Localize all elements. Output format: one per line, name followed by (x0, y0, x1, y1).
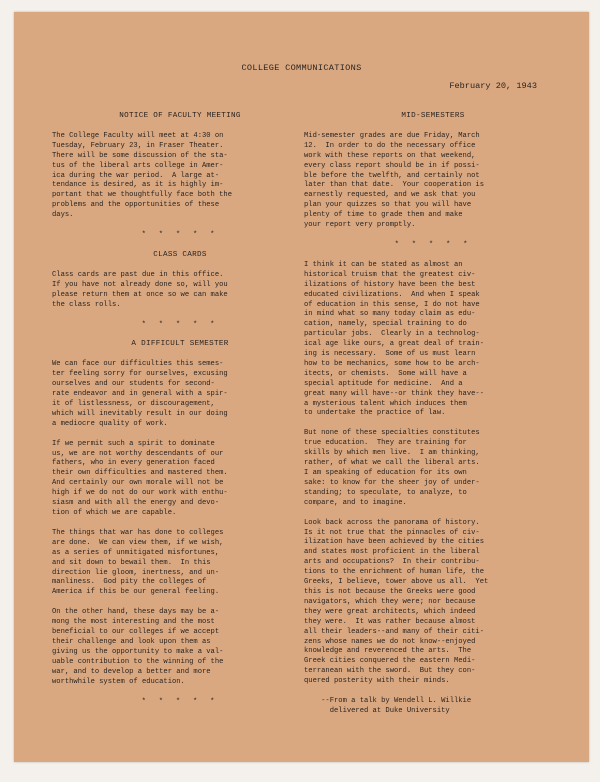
faculty-meeting-text: The College Faculty will meet at 4:30 on Tuesday, February 23, in Fraser Theater. There will be some discussion of the sta- tus of the liberal arts college in Amer- ica during the war period. A large at- tendance is desired, as it is highly im- portant that we thoughtfully face both the problems and the opportunities of these days. (52, 131, 232, 220)
masthead-title: COLLEGE COMMUNICATIONS (241, 63, 362, 73)
difficult-semester-paragraph: We can face our difficulties this semes- ter feeling sorry for ourselves, excusing ourselves and our students for second- rate endeavor and in general with a spir- it of listlessness, or discouragement, which will inevitably result in our doing a mediocre quality of work. (52, 360, 228, 428)
difficult-semester-paragraph: The things that war has done to colleges are done. We can view them, if we wish, as a series of unmitigated misfortunes, and sit down to bewail them. In this direction lie gloom, inertness, and un- manliness. God pity the colleges of America if this be our general feeling. (52, 528, 224, 597)
difficult-semester-paragraph: On the other hand, these days may be a- mong the most interesting and the most beneficial to our colleges if we accept their challenge and look upon them as giving us the opportunity to make a val- uable contribution to the winning of the war, and to develop a better and more worthwhile system of education. (52, 608, 224, 686)
separator-stars: * * * * * (141, 231, 219, 240)
mid-semesters-text: Mid-semester grades are due Friday, March 12. In order to do the necessary office work with these reports on that weekend, every class report should be in if possi- ble before the twelfth, and certainly not later than that date. Your cooperation is earnestly requested, and we ask that you plan your quizzes so that you will have plenty of time to grade them and make your report very promptly. (304, 131, 484, 230)
separator-stars: * * * * * (141, 320, 219, 329)
issue-date: February 20, 1943 (449, 81, 537, 91)
mid-semesters-heading: MID-SEMESTERS (401, 112, 465, 120)
class-cards-text: Class cards are past due in this office. If you have not already done so, will you please return them at once so we can make the class rolls. (52, 270, 228, 309)
talk-paragraph: But none of these specialties constitutes true education. They are training for skills by which men live. I am thinking, rather, of what we call the liberal arts. I am speaking of education for its own sake: to know for the sheer joy of under- standing; to speculate, to analyze, to compare, and to imagine. (304, 429, 480, 507)
talk-attribution: --From a talk by Wendell L. Willkie delivered at Duke University (321, 697, 472, 715)
talk-paragraph: Look back across the panorama of history. Is it not true that the pinnacles of civ- ilization have been achieved by the cities and states most proficient in the liberal arts and occupations? In their contribu- tions to the enrichment of human life, the Greeks, I believe, tower above us all. Yet this is not because the Greeks were good navigators, which they were; nor because they were great architects, which indeed they were. It was rather because almost all their leaders--and many of their citi- zens whose names we do not know--enjoyed knowledge and reverenced the arts. The Greek cities conquered the eastern Medi- terranean with the sword. But they con- quered posterity with their minds. (304, 518, 489, 686)
separator-stars: * * * * * (141, 697, 219, 706)
separator-stars: * * * * * (394, 240, 472, 249)
faculty-meeting-heading: NOTICE OF FACULTY MEETING (119, 112, 241, 120)
difficult-semester-paragraph: If we permit such a spirit to dominate us, we are not worthy descendants of our fathers, who in every generation faced their own difficulties and mastered them. And certainly our own morale will not be high if we do not do our work with enthu- siasm and with all the energy and devo- tion of which we are capable. (52, 439, 228, 517)
page-sheet (14, 12, 589, 762)
difficult-semester-heading: A DIFFICULT SEMESTER (131, 340, 229, 349)
right-column (304, 112, 562, 717)
left-column (52, 112, 308, 717)
class-cards-heading: CLASS CARDS (153, 250, 207, 259)
talk-paragraph: I think it can be stated as almost an historical truism that the greatest civ- ilizations of history have been the best educated civilizations. And when I speak of education in this sense, I do not have in mind what so many today claim as edu- cation, namely, special training to do particular jobs. Clearly in a technolog- ical age like ours, a great deal of train- ing is necessary. Some of us must learn how to be mechanics, some how to be arch- itects, or chemists. Some will have a special aptitude for medicine. And a great many will have--or think they have-- a mysterious talent which induces them to undertake the practice of law. (304, 260, 484, 418)
